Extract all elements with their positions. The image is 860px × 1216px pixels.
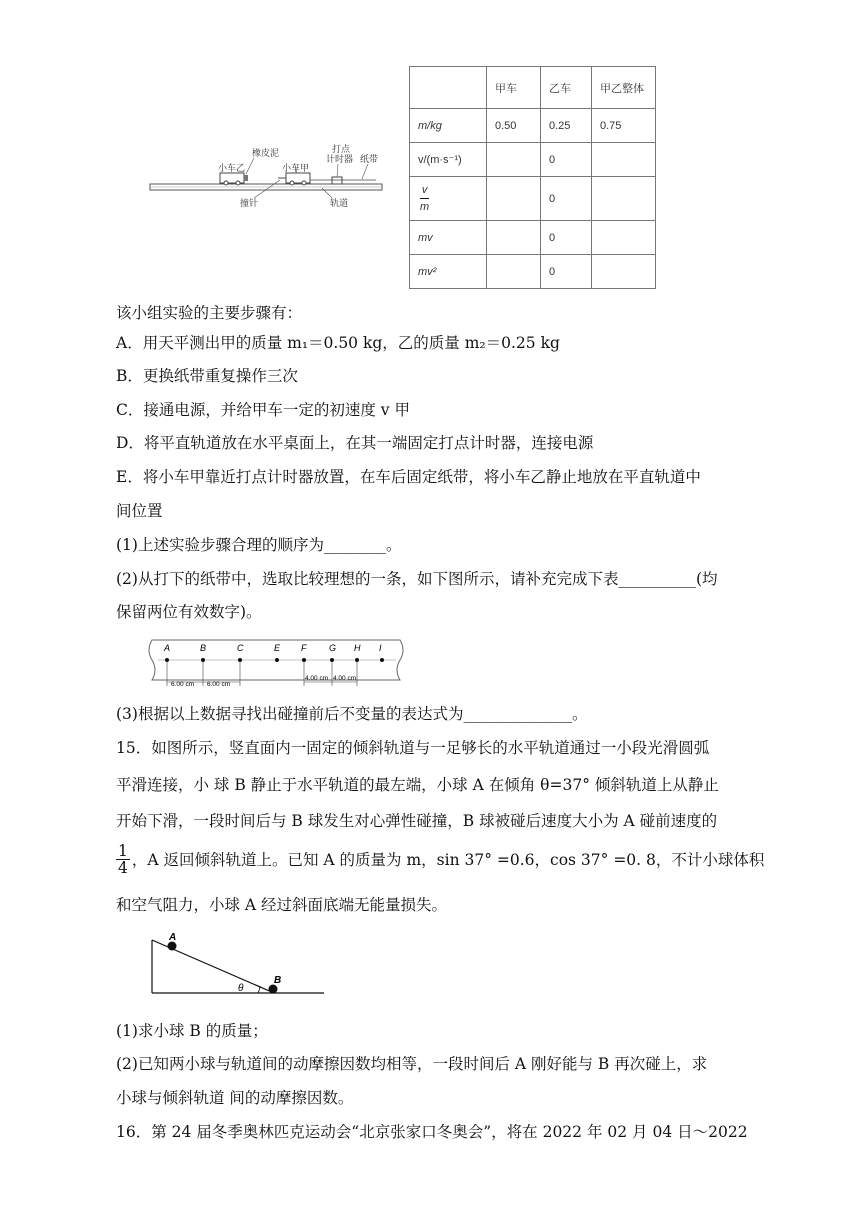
q15-sub1: (1)求小球 B 的质量； bbox=[116, 1022, 268, 1040]
row-label: m/kg bbox=[410, 109, 487, 143]
tape-dimension: 6.00 cm bbox=[171, 681, 195, 688]
table-row bbox=[410, 143, 656, 177]
table-row bbox=[410, 177, 656, 221]
table-cell bbox=[592, 255, 656, 289]
table-cell bbox=[592, 221, 656, 255]
label-car-b: 小车乙 bbox=[218, 163, 246, 173]
fraction-numerator: 1 bbox=[118, 842, 128, 860]
paper-tape-figure bbox=[148, 636, 408, 690]
fraction-numerator: v bbox=[420, 182, 430, 199]
table-cell: 0.75 bbox=[592, 109, 656, 143]
q14-part2-line2: 保留两位有效数字)。 bbox=[116, 603, 262, 621]
q15-sub2-line2: 小球与倾斜轨道 间的动摩擦因数。 bbox=[116, 1089, 354, 1107]
label-track: 轨道 bbox=[330, 198, 349, 208]
fraction-denominator: 4 bbox=[118, 859, 128, 877]
tape-point-label: C bbox=[237, 643, 244, 653]
table-cell: 0.25 bbox=[541, 109, 592, 143]
car-b-shape bbox=[220, 173, 244, 185]
tape-point-label: B bbox=[200, 643, 207, 653]
experiment-setup-figure bbox=[146, 140, 386, 210]
car-a-shape bbox=[278, 173, 310, 185]
fig-label-b: B bbox=[274, 975, 282, 986]
table-cell bbox=[592, 177, 656, 221]
q15-line2: 平滑连接，小 球 B 静止于水平轨道的最左端，小球 A 在倾角 θ=37° 倾斜轨道上从静止 bbox=[116, 776, 719, 794]
label-tape: 纸带 bbox=[360, 154, 379, 164]
table-cell: 0 bbox=[541, 221, 592, 255]
q14-part2-line1: (2)从打下的纸带中，选取比较理想的一条，如下图所示，请补充完成下表__________(均 bbox=[116, 570, 718, 588]
table-cell: 0 bbox=[541, 177, 592, 221]
tape-point-label: G bbox=[329, 643, 337, 653]
step-d: D．将平直轨道放在水平桌面上，在其一端固定打点计时器，连接电源 bbox=[116, 434, 594, 452]
q15-line1: 15．如图所示，竖直面内一固定的倾斜轨道与一足够长的水平轨道通过一小段光滑圆弧 bbox=[116, 739, 710, 757]
step-b: B．更换纸带重复操作三次 bbox=[116, 367, 298, 385]
table-cell: 0.50 bbox=[487, 109, 541, 143]
table-cell bbox=[487, 143, 541, 177]
table-row bbox=[410, 255, 656, 289]
label-needle: 撞针 bbox=[240, 198, 259, 208]
row-label: mv bbox=[410, 221, 487, 255]
row-label: v/(m·s⁻¹) bbox=[410, 143, 487, 177]
tape-point-label: I bbox=[379, 643, 382, 653]
tape-point-label: F bbox=[301, 643, 307, 653]
header-cell bbox=[410, 67, 487, 109]
q15-line5: 和空气阻力，小球 A 经过斜面底端无能量损失。 bbox=[116, 896, 448, 914]
q16-line1: 16．第 24 届冬季奥林匹克运动会“北京张家口冬奥会”，将在 2022 年 02 月 04 日～2022 bbox=[116, 1123, 748, 1141]
table-row bbox=[410, 109, 656, 143]
table-cell bbox=[487, 255, 541, 289]
header-cell: 甲车 bbox=[487, 67, 541, 109]
tape-point-label: E bbox=[274, 643, 281, 653]
table-header-row bbox=[410, 67, 656, 109]
incline-figure bbox=[146, 928, 328, 998]
label-timer-2: 计时器 bbox=[326, 154, 354, 164]
fig-label-a: A bbox=[169, 932, 177, 943]
label-clay: 橡皮泥 bbox=[252, 148, 280, 158]
table-cell bbox=[487, 177, 541, 221]
q15-line4 bbox=[116, 843, 764, 876]
row-label-fraction bbox=[410, 177, 487, 221]
tape-point-label: A bbox=[164, 643, 171, 653]
row-label: mv² bbox=[410, 255, 487, 289]
table-cell: 0 bbox=[541, 255, 592, 289]
label-car-a: 小车甲 bbox=[282, 163, 310, 173]
step-a: A．用天平测出甲的质量 m₁＝0.50 kg，乙的质量 m₂＝0.25 kg bbox=[116, 334, 560, 352]
steps-intro: 该小组实验的主要步骤有： bbox=[116, 304, 303, 322]
step-e-line1: E．将小车甲靠近打点计时器放置，在车后固定纸带，将小车乙静止地放在平直轨道中 bbox=[116, 468, 701, 486]
header-cell: 乙车 bbox=[541, 67, 592, 109]
table-row bbox=[410, 221, 656, 255]
q15-line3: 开始下滑，一段时间后与 B 球发生对心弹性碰撞，B 球被碰后速度大小为 A 碰前速度的 bbox=[116, 812, 718, 830]
q14-part3: (3)根据以上数据寻找出碰撞前后不变量的表达式为______________。 bbox=[116, 705, 588, 723]
tape-dimension: 6.00 cm bbox=[207, 681, 231, 688]
table-cell bbox=[592, 143, 656, 177]
q15-sub2-line1: (2)已知两小球与轨道间的动摩擦因数均相等，一段时间后 A 刚好能与 B 再次碰上，求 bbox=[116, 1055, 708, 1073]
label-timer-1: 打点 bbox=[332, 144, 351, 154]
header-cell: 甲乙整体 bbox=[592, 67, 656, 109]
q15-line4-text: ，A 返回倾斜轨道上。已知 A 的质量为 m，sin 37° =0.6，cos 37° =0. 8，不计小球体积 bbox=[131, 850, 765, 869]
tape-dimension: 4.00 cm bbox=[333, 675, 357, 682]
data-table bbox=[409, 66, 656, 289]
tape-dimension: 4.00 cm bbox=[305, 675, 329, 682]
q14-part1: (1)上述实验步骤合理的顺序为________。 bbox=[116, 536, 402, 554]
fig-label-theta: θ bbox=[238, 983, 244, 994]
table-cell bbox=[487, 221, 541, 255]
table-cell: 0 bbox=[541, 143, 592, 177]
tape-point-label: H bbox=[354, 643, 361, 653]
step-c: C．接通电源，并给甲车一定的初速度 v 甲 bbox=[116, 401, 410, 419]
fraction-denominator: m bbox=[420, 201, 430, 213]
step-e-line2: 间位置 bbox=[116, 502, 163, 520]
